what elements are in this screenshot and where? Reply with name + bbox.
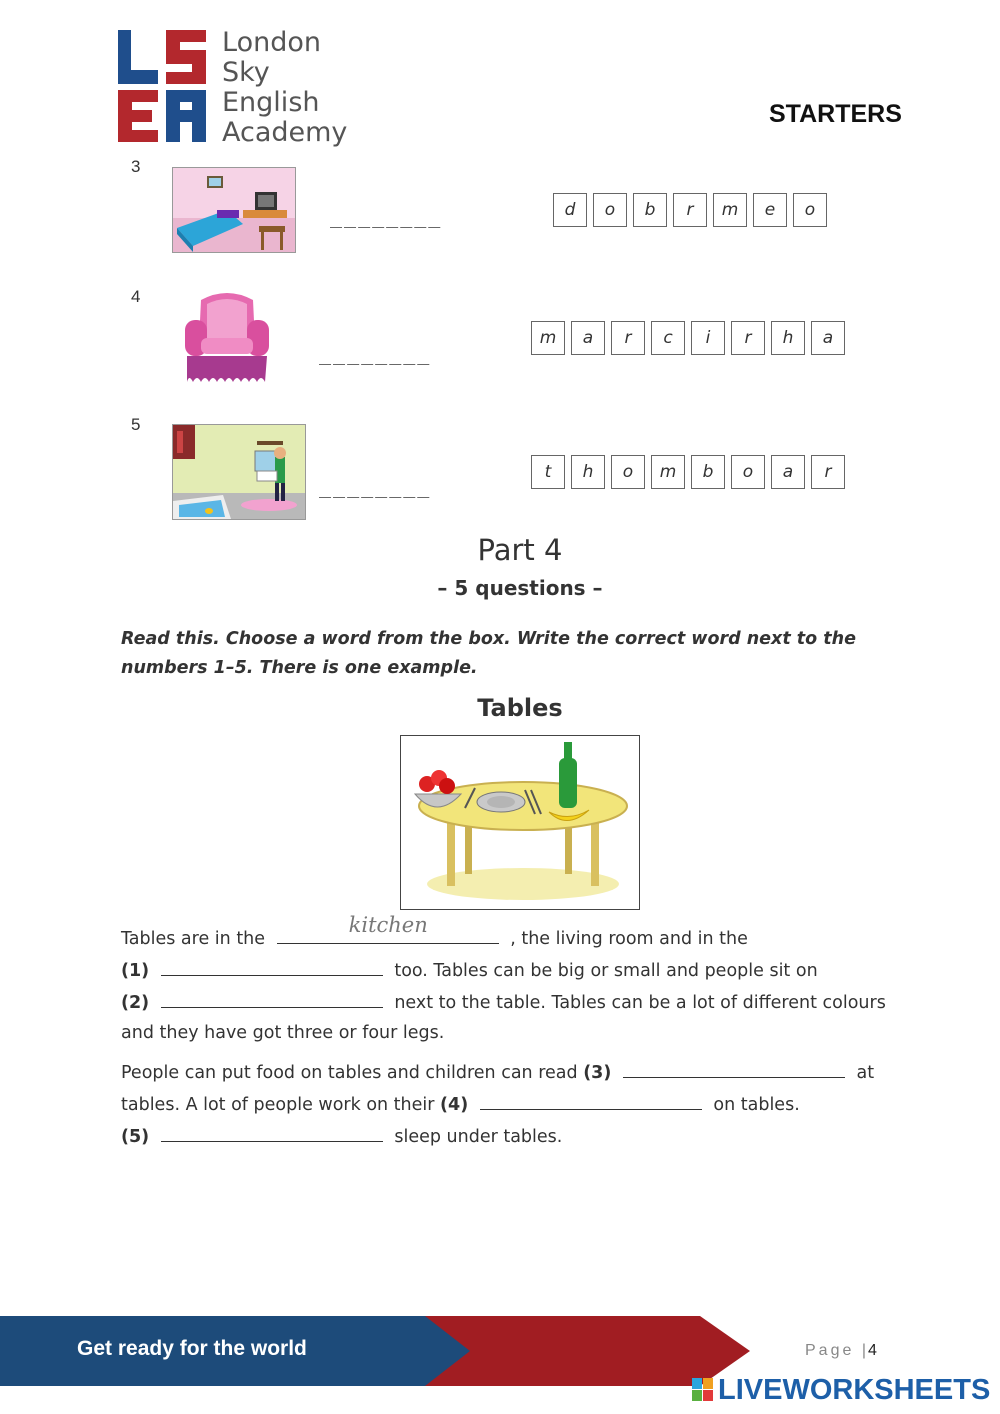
- answer-blank[interactable]: ________: [319, 474, 432, 498]
- passage-text: Tables are in the: [121, 929, 266, 949]
- letter-tile: r: [673, 193, 707, 227]
- letter-tile: e: [753, 193, 787, 227]
- passage-text: , the living room and in the: [510, 929, 748, 949]
- letter-tiles: [531, 321, 845, 355]
- page-number: 4: [868, 1342, 877, 1359]
- level-heading: STARTERS: [769, 100, 902, 128]
- letter-tile: a: [571, 321, 605, 355]
- answer-blank[interactable]: ________: [330, 204, 443, 228]
- passage-text: tables. A lot of people work on their: [121, 1095, 435, 1115]
- passage-line: [121, 1119, 921, 1151]
- story-passage: [121, 913, 921, 1151]
- story-title: Tables: [477, 694, 563, 722]
- passage-line: [121, 1017, 921, 1049]
- table-picture: [400, 735, 640, 910]
- example-answer: kitchen: [348, 913, 428, 937]
- passage-line: [121, 1055, 921, 1087]
- letter-tile: r: [811, 455, 845, 489]
- question-label: (1): [121, 961, 150, 981]
- letter-tile: a: [771, 455, 805, 489]
- answer-gap-1[interactable]: [161, 953, 383, 976]
- logo-line: English: [222, 87, 320, 118]
- passage-line: [121, 1087, 921, 1119]
- letter-tile: a: [811, 321, 845, 355]
- letter-tile: m: [713, 193, 747, 227]
- question-label: (4): [440, 1095, 469, 1115]
- letter-tile: o: [593, 193, 627, 227]
- academy-logo: [118, 28, 358, 153]
- logo-wordmark: [222, 28, 347, 148]
- passage-text: at: [856, 1063, 875, 1083]
- letter-tile: o: [611, 455, 645, 489]
- passage-line: [121, 913, 921, 953]
- letter-tile: i: [691, 321, 725, 355]
- instructions-line: Read this. Choose a word from the box. Write the correct word next to the: [121, 629, 856, 649]
- question-label: (5): [121, 1127, 150, 1147]
- part-title: Part 4: [477, 533, 563, 567]
- passage-text: on tables.: [713, 1095, 800, 1115]
- liveworksheets-brand: LIVEWORKSHEETS: [718, 1374, 991, 1406]
- bedroom-picture: [172, 167, 296, 253]
- letter-tile: h: [771, 321, 805, 355]
- answer-gap-3[interactable]: [623, 1055, 845, 1078]
- letter-tile: t: [531, 455, 565, 489]
- passage-text: next to the table. Tables can be a lot of different colours: [394, 993, 886, 1013]
- letter-tile: h: [571, 455, 605, 489]
- answer-gap-5[interactable]: [161, 1119, 383, 1142]
- letter-tile: b: [633, 193, 667, 227]
- liveworksheets-logo-icon: [692, 1378, 714, 1402]
- instructions-line: numbers 1–5. There is one example.: [121, 658, 478, 678]
- question-label: (2): [121, 993, 150, 1013]
- answer-gap-4[interactable]: [480, 1087, 702, 1110]
- logo-line: Academy: [222, 117, 348, 148]
- letter-tile: m: [531, 321, 565, 355]
- letter-tile: o: [793, 193, 827, 227]
- question-number: 5: [131, 415, 141, 434]
- question-label: (3): [583, 1063, 612, 1083]
- armchair-picture: [183, 290, 271, 386]
- letter-tile: m: [651, 455, 685, 489]
- letter-tile: r: [611, 321, 645, 355]
- footer-slogan: Get ready for the world: [77, 1337, 307, 1360]
- letter-tile: d: [553, 193, 587, 227]
- letter-tiles: [531, 455, 845, 489]
- passage-text: and they have got three or four legs.: [121, 1023, 445, 1043]
- answer-blank[interactable]: ________: [319, 341, 432, 365]
- question-number: 4: [131, 287, 141, 306]
- letter-tile: o: [731, 455, 765, 489]
- bathroom-picture: [172, 424, 306, 520]
- passage-text: People can put food on tables and children can read: [121, 1063, 578, 1083]
- passage-text: too. Tables can be big or small and people sit on: [394, 961, 818, 981]
- passage-line: [121, 985, 921, 1017]
- letter-tile: b: [691, 455, 725, 489]
- instructions: [121, 625, 921, 683]
- letter-tile: r: [731, 321, 765, 355]
- example-answer-gap: [277, 913, 499, 944]
- page-label: Page |: [805, 1342, 869, 1359]
- lsea-monogram-icon: [118, 28, 208, 144]
- passage-text: sleep under tables.: [394, 1127, 563, 1147]
- letter-tile: c: [651, 321, 685, 355]
- question-number: 3: [131, 157, 141, 176]
- logo-line: Sky: [222, 57, 270, 88]
- logo-line: London: [222, 27, 321, 58]
- passage-line: [121, 953, 921, 985]
- answer-gap-2[interactable]: [161, 985, 383, 1008]
- part-subtitle: – 5 questions –: [437, 576, 603, 600]
- letter-tiles: [553, 193, 827, 227]
